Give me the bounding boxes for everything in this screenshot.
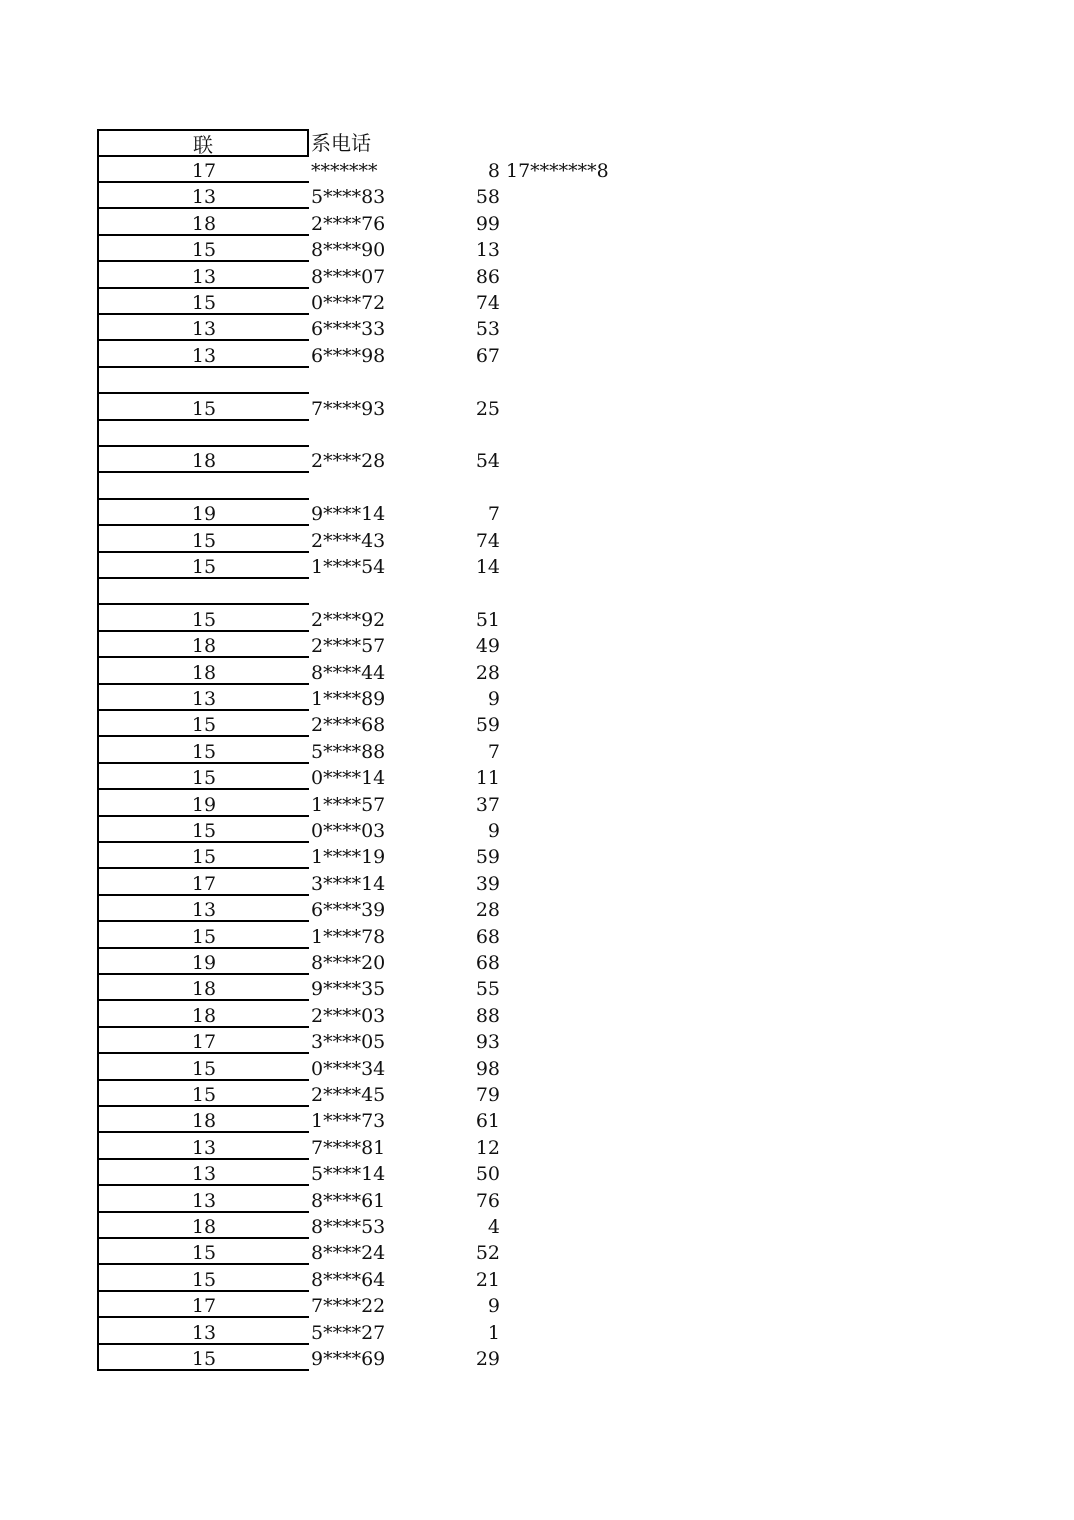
prefix-cell[interactable]: 17 bbox=[97, 1291, 309, 1318]
full-number-cell[interactable] bbox=[506, 1001, 706, 1027]
masked-number-cell[interactable]: 1****89 bbox=[311, 688, 386, 710]
masked-number-cell[interactable]: 3****05 bbox=[311, 1031, 386, 1053]
suffix-cell[interactable]: 59 bbox=[475, 846, 500, 868]
masked-number-cell[interactable]: 2****68 bbox=[311, 714, 386, 736]
full-number-cell[interactable] bbox=[506, 684, 706, 710]
suffix-cell[interactable] bbox=[420, 578, 500, 604]
masked-number-cell[interactable]: 1****73 bbox=[311, 1110, 386, 1132]
suffix-cell[interactable]: 55 bbox=[475, 978, 500, 1000]
prefix-cell[interactable]: 17 bbox=[97, 156, 309, 183]
table-row bbox=[0, 948, 1074, 974]
masked-number-cell[interactable]: 1****78 bbox=[311, 926, 386, 948]
table-row bbox=[0, 314, 1074, 340]
prefix-cell[interactable]: 13 bbox=[97, 684, 309, 711]
prefix-cell[interactable]: 18 bbox=[97, 1106, 309, 1133]
suffix-cell[interactable]: 98 bbox=[475, 1058, 500, 1080]
masked-number-cell[interactable]: 2****76 bbox=[311, 213, 386, 235]
full-number-cell[interactable] bbox=[506, 182, 706, 208]
prefix-cell[interactable]: 17 bbox=[97, 1027, 309, 1054]
masked-number-cell[interactable]: 5****14 bbox=[311, 1163, 386, 1185]
full-number-cell[interactable] bbox=[506, 1027, 706, 1053]
table-row bbox=[0, 1054, 1074, 1080]
prefix-cell[interactable]: 15 bbox=[97, 737, 309, 764]
suffix-cell[interactable]: 1 bbox=[487, 1322, 500, 1344]
full-number-cell[interactable] bbox=[506, 367, 706, 393]
table-row bbox=[0, 1106, 1074, 1132]
prefix-cell[interactable]: 19 bbox=[97, 499, 309, 526]
full-number-cell[interactable] bbox=[506, 631, 706, 657]
full-number-cell[interactable] bbox=[506, 526, 706, 552]
masked-number-cell[interactable]: 0****34 bbox=[311, 1058, 386, 1080]
masked-number-cell[interactable]: 6****33 bbox=[311, 318, 386, 340]
suffix-cell[interactable]: 61 bbox=[475, 1110, 500, 1132]
full-number-cell[interactable] bbox=[506, 869, 706, 895]
suffix-cell[interactable] bbox=[420, 420, 500, 446]
full-number-cell[interactable] bbox=[506, 605, 706, 631]
masked-number-cell[interactable]: 5****27 bbox=[311, 1322, 386, 1344]
table-row bbox=[0, 552, 1074, 578]
table-row bbox=[0, 182, 1074, 208]
table-row bbox=[0, 420, 1074, 446]
suffix-cell[interactable]: 59 bbox=[475, 714, 500, 736]
suffix-cell[interactable]: 51 bbox=[475, 609, 500, 631]
masked-number-cell[interactable]: 3****14 bbox=[311, 873, 386, 895]
suffix-cell[interactable]: 28 bbox=[475, 899, 500, 921]
table-row bbox=[0, 974, 1074, 1000]
full-number-cell[interactable] bbox=[506, 314, 706, 340]
table-row bbox=[0, 1159, 1074, 1185]
header-cell-a[interactable]: 联 bbox=[97, 129, 309, 157]
prefix-cell[interactable]: 15 bbox=[97, 1265, 309, 1292]
full-number-cell[interactable] bbox=[506, 1080, 706, 1106]
full-number-cell[interactable] bbox=[506, 499, 706, 525]
suffix-cell[interactable]: 9 bbox=[487, 688, 500, 710]
header-cell-b[interactable]: 系电话 bbox=[311, 131, 371, 155]
table-row bbox=[0, 1027, 1074, 1053]
prefix-cell[interactable]: 15 bbox=[97, 526, 309, 553]
prefix-cell[interactable]: 15 bbox=[97, 842, 309, 869]
prefix-cell[interactable]: 19 bbox=[97, 948, 309, 975]
suffix-cell[interactable]: 9 bbox=[487, 820, 500, 842]
prefix-cell[interactable]: 13 bbox=[97, 895, 309, 922]
suffix-cell[interactable]: 21 bbox=[475, 1269, 500, 1291]
table-row bbox=[0, 1001, 1074, 1027]
table-row bbox=[0, 156, 1074, 182]
masked-number-cell[interactable]: 8****44 bbox=[311, 662, 386, 684]
full-number-cell[interactable] bbox=[506, 737, 706, 763]
header-row bbox=[0, 129, 1074, 155]
full-number-cell[interactable] bbox=[506, 1133, 706, 1159]
full-number-cell[interactable] bbox=[506, 974, 706, 1000]
table-row bbox=[0, 1212, 1074, 1238]
prefix-cell[interactable]: 15 bbox=[97, 1238, 309, 1265]
masked-number-cell[interactable]: ******* bbox=[311, 160, 378, 182]
prefix-cell[interactable]: 19 bbox=[97, 790, 309, 817]
full-number-cell[interactable] bbox=[506, 658, 706, 684]
table-row bbox=[0, 842, 1074, 868]
prefix-cell[interactable]: 15 bbox=[97, 394, 309, 421]
suffix-cell[interactable]: 7 bbox=[487, 503, 500, 525]
table-row bbox=[0, 1291, 1074, 1317]
prefix-cell[interactable]: 17 bbox=[97, 869, 309, 896]
prefix-cell[interactable]: 18 bbox=[97, 1212, 309, 1239]
table-row bbox=[0, 816, 1074, 842]
full-number-cell[interactable] bbox=[506, 1344, 706, 1370]
prefix-cell[interactable]: 15 bbox=[97, 288, 309, 315]
prefix-cell[interactable] bbox=[97, 420, 309, 447]
masked-number-cell[interactable]: 5****83 bbox=[311, 186, 386, 208]
table-row bbox=[0, 684, 1074, 710]
masked-number-cell[interactable]: 8****90 bbox=[311, 239, 386, 261]
table-row bbox=[0, 367, 1074, 393]
full-number-cell[interactable] bbox=[506, 816, 706, 842]
full-number-cell[interactable] bbox=[506, 1265, 706, 1291]
full-number-cell[interactable] bbox=[506, 1212, 706, 1238]
table-row bbox=[0, 394, 1074, 420]
table-row bbox=[0, 763, 1074, 789]
full-number-cell[interactable]: 17*******8 bbox=[506, 160, 609, 182]
table-row bbox=[0, 341, 1074, 367]
table-row bbox=[0, 473, 1074, 499]
suffix-cell[interactable]: 25 bbox=[475, 398, 500, 420]
prefix-cell[interactable]: 15 bbox=[97, 1344, 309, 1371]
suffix-cell[interactable]: 68 bbox=[475, 952, 500, 974]
prefix-cell[interactable]: 13 bbox=[97, 1186, 309, 1213]
prefix-cell[interactable]: 13 bbox=[97, 262, 309, 289]
masked-number-cell[interactable]: 0****72 bbox=[311, 292, 386, 314]
masked-number-cell[interactable]: 1****19 bbox=[311, 846, 386, 868]
prefix-cell[interactable]: 13 bbox=[97, 1159, 309, 1186]
full-number-cell[interactable] bbox=[506, 1318, 706, 1344]
full-number-cell[interactable] bbox=[506, 209, 706, 235]
table-row bbox=[0, 499, 1074, 525]
full-number-cell[interactable] bbox=[506, 1238, 706, 1264]
table-row bbox=[0, 1133, 1074, 1159]
suffix-cell[interactable]: 7 bbox=[487, 741, 500, 763]
table-row bbox=[0, 1080, 1074, 1106]
suffix-cell[interactable]: 86 bbox=[475, 266, 500, 288]
suffix-cell[interactable]: 49 bbox=[475, 635, 500, 657]
prefix-cell[interactable]: 15 bbox=[97, 605, 309, 632]
masked-number-cell[interactable]: 0****03 bbox=[311, 820, 386, 842]
full-number-cell[interactable] bbox=[506, 578, 706, 604]
prefix-cell[interactable]: 13 bbox=[97, 1318, 309, 1345]
table-row bbox=[0, 922, 1074, 948]
masked-number-cell[interactable]: 2****92 bbox=[311, 609, 386, 631]
table-row bbox=[0, 605, 1074, 631]
masked-number-cell[interactable]: 1****57 bbox=[311, 794, 386, 816]
prefix-cell[interactable]: 18 bbox=[97, 631, 309, 658]
prefix-cell[interactable]: 18 bbox=[97, 1001, 309, 1028]
suffix-cell[interactable]: 88 bbox=[475, 1005, 500, 1027]
table-row bbox=[0, 658, 1074, 684]
table-row bbox=[0, 1238, 1074, 1264]
suffix-cell[interactable]: 52 bbox=[475, 1242, 500, 1264]
suffix-cell[interactable]: 54 bbox=[475, 450, 500, 472]
masked-number-cell[interactable]: 9****14 bbox=[311, 503, 386, 525]
full-number-cell[interactable] bbox=[506, 262, 706, 288]
full-number-cell[interactable] bbox=[506, 895, 706, 921]
full-number-cell[interactable] bbox=[506, 394, 706, 420]
masked-number-cell[interactable]: 2****43 bbox=[311, 530, 386, 552]
suffix-cell[interactable]: 9 bbox=[487, 1295, 500, 1317]
masked-number-cell[interactable]: 2****28 bbox=[311, 450, 386, 472]
suffix-cell[interactable]: 74 bbox=[475, 530, 500, 552]
table-row bbox=[0, 631, 1074, 657]
suffix-cell[interactable] bbox=[420, 473, 500, 499]
prefix-cell[interactable]: 15 bbox=[97, 1054, 309, 1081]
prefix-cell[interactable] bbox=[97, 578, 309, 605]
suffix-cell[interactable]: 67 bbox=[475, 345, 500, 367]
suffix-cell[interactable]: 13 bbox=[475, 239, 500, 261]
full-number-cell[interactable] bbox=[506, 763, 706, 789]
prefix-cell[interactable]: 15 bbox=[97, 922, 309, 949]
suffix-cell[interactable]: 76 bbox=[475, 1190, 500, 1212]
masked-number-cell[interactable]: 2****45 bbox=[311, 1084, 386, 1106]
masked-number-cell[interactable]: 1****54 bbox=[311, 556, 386, 578]
full-number-cell[interactable] bbox=[506, 341, 706, 367]
table-row bbox=[0, 869, 1074, 895]
suffix-cell[interactable]: 93 bbox=[475, 1031, 500, 1053]
masked-number-cell[interactable]: 8****53 bbox=[311, 1216, 386, 1238]
suffix-cell[interactable]: 29 bbox=[475, 1348, 500, 1370]
masked-number-cell[interactable]: 7****22 bbox=[311, 1295, 386, 1317]
suffix-cell[interactable]: 12 bbox=[475, 1137, 500, 1159]
table-row bbox=[0, 1318, 1074, 1344]
full-number-cell[interactable] bbox=[506, 552, 706, 578]
masked-number-cell[interactable]: 0****14 bbox=[311, 767, 386, 789]
full-number-cell[interactable] bbox=[506, 710, 706, 736]
full-number-cell[interactable] bbox=[506, 1291, 706, 1317]
table-row bbox=[0, 235, 1074, 261]
prefix-cell[interactable]: 13 bbox=[97, 1133, 309, 1160]
masked-number-cell[interactable]: 8****07 bbox=[311, 266, 386, 288]
suffix-cell[interactable]: 11 bbox=[475, 767, 500, 789]
masked-number-cell[interactable]: 6****98 bbox=[311, 345, 386, 367]
suffix-cell[interactable]: 99 bbox=[475, 213, 500, 235]
prefix-cell[interactable]: 15 bbox=[97, 235, 309, 262]
suffix-cell[interactable]: 39 bbox=[475, 873, 500, 895]
suffix-cell[interactable]: 68 bbox=[475, 926, 500, 948]
suffix-cell[interactable]: 28 bbox=[475, 662, 500, 684]
masked-number-cell[interactable]: 8****64 bbox=[311, 1269, 386, 1291]
prefix-cell[interactable]: 18 bbox=[97, 658, 309, 685]
suffix-cell[interactable]: 8 bbox=[487, 160, 500, 182]
suffix-cell[interactable]: 14 bbox=[475, 556, 500, 578]
table-row bbox=[0, 1344, 1074, 1370]
table-row bbox=[0, 446, 1074, 472]
prefix-cell[interactable]: 13 bbox=[97, 341, 309, 368]
prefix-cell[interactable]: 18 bbox=[97, 974, 309, 1001]
masked-number-cell[interactable]: 8****24 bbox=[311, 1242, 386, 1264]
table-row bbox=[0, 209, 1074, 235]
full-number-cell[interactable] bbox=[506, 473, 706, 499]
prefix-cell[interactable]: 13 bbox=[97, 182, 309, 209]
table-row bbox=[0, 288, 1074, 314]
table-row bbox=[0, 710, 1074, 736]
suffix-cell[interactable]: 37 bbox=[475, 794, 500, 816]
masked-number-cell[interactable]: 9****69 bbox=[311, 1348, 386, 1370]
suffix-cell[interactable]: 4 bbox=[487, 1216, 500, 1238]
masked-number-cell[interactable]: 2****03 bbox=[311, 1005, 386, 1027]
masked-number-cell[interactable]: 7****93 bbox=[311, 398, 386, 420]
masked-number-cell[interactable]: 9****35 bbox=[311, 978, 386, 1000]
full-number-cell[interactable] bbox=[506, 446, 706, 472]
masked-number-cell[interactable]: 8****61 bbox=[311, 1190, 386, 1212]
masked-number-cell[interactable]: 6****39 bbox=[311, 899, 386, 921]
full-number-cell[interactable] bbox=[506, 790, 706, 816]
table-row bbox=[0, 737, 1074, 763]
prefix-cell[interactable]: 13 bbox=[97, 314, 309, 341]
full-number-cell[interactable] bbox=[506, 948, 706, 974]
prefix-cell[interactable]: 15 bbox=[97, 1080, 309, 1107]
full-number-cell[interactable] bbox=[506, 922, 706, 948]
prefix-cell[interactable]: 18 bbox=[97, 209, 309, 236]
prefix-cell[interactable]: 18 bbox=[97, 446, 309, 473]
masked-number-cell[interactable]: 5****88 bbox=[311, 741, 386, 763]
table-row bbox=[0, 790, 1074, 816]
table-row bbox=[0, 1186, 1074, 1212]
prefix-cell[interactable]: 15 bbox=[97, 816, 309, 843]
suffix-cell[interactable] bbox=[420, 367, 500, 393]
masked-number-cell[interactable]: 8****20 bbox=[311, 952, 386, 974]
prefix-cell[interactable]: 15 bbox=[97, 710, 309, 737]
table-row bbox=[0, 1265, 1074, 1291]
full-number-cell[interactable] bbox=[506, 1106, 706, 1132]
suffix-cell[interactable]: 53 bbox=[475, 318, 500, 340]
table-row bbox=[0, 262, 1074, 288]
suffix-cell[interactable]: 79 bbox=[475, 1084, 500, 1106]
full-number-cell[interactable] bbox=[506, 1159, 706, 1185]
full-number-cell[interactable] bbox=[506, 288, 706, 314]
full-number-cell[interactable] bbox=[506, 420, 706, 446]
full-number-cell[interactable] bbox=[506, 842, 706, 868]
suffix-cell[interactable]: 50 bbox=[475, 1163, 500, 1185]
prefix-cell[interactable]: 15 bbox=[97, 763, 309, 790]
suffix-cell[interactable]: 74 bbox=[475, 292, 500, 314]
table-row bbox=[0, 895, 1074, 921]
suffix-cell[interactable]: 58 bbox=[475, 186, 500, 208]
full-number-cell[interactable] bbox=[506, 1186, 706, 1212]
prefix-cell[interactable] bbox=[97, 367, 309, 394]
masked-number-cell[interactable]: 2****57 bbox=[311, 635, 386, 657]
prefix-cell[interactable]: 15 bbox=[97, 552, 309, 579]
masked-number-cell[interactable]: 7****81 bbox=[311, 1137, 386, 1159]
full-number-cell[interactable] bbox=[506, 1054, 706, 1080]
table-row bbox=[0, 526, 1074, 552]
full-number-cell[interactable] bbox=[506, 235, 706, 261]
prefix-cell[interactable] bbox=[97, 473, 309, 500]
table-row bbox=[0, 578, 1074, 604]
